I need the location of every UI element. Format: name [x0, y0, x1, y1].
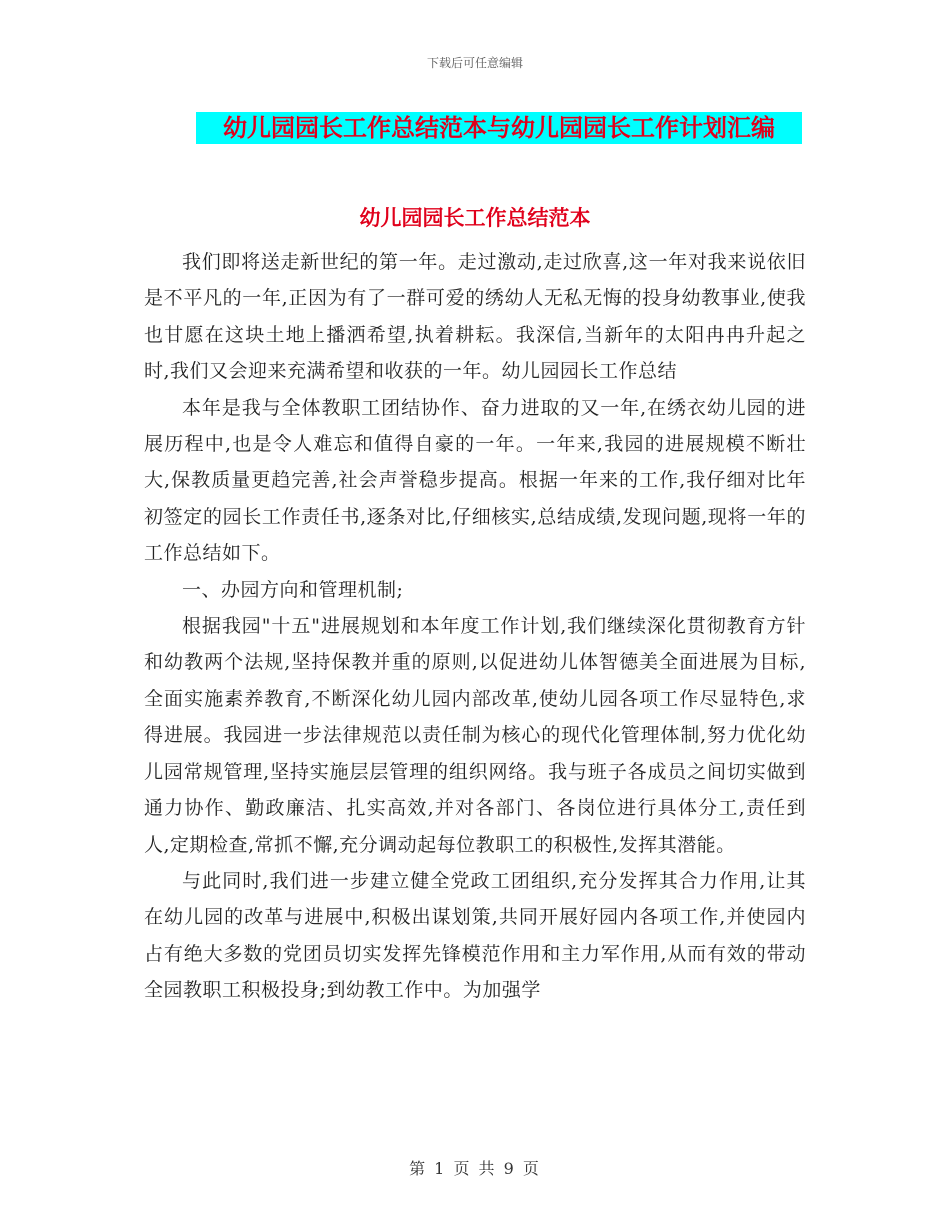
document-body — [144, 244, 806, 1009]
section-title: 幼儿园园长工作总结范本 — [359, 206, 591, 230]
document-title: 幼儿园园长工作总结范本与幼儿园园长工作计划汇编 — [196, 112, 802, 144]
paragraph-3: 一、办园方向和管理机制; — [182, 578, 404, 601]
paragraph-2: 本年是我与全体教职工团结协作、奋力进取的又一年,在绣衣幼儿园的进展历程中,也是令人难忘和值得自豪的一年。一年来,我园的进展规模不断壮大,保教质量更趋完善,社会声誉稳步提高。根据一年来的工作,我仔细对比年初签定的园长工作责任书,逐条对比,仔细核实,总结成绩,发现问题,现将一年的工作总结如下。 — [144, 396, 806, 565]
paragraph-4: 根据我园"十五"进展规划和本年度工作计划,我们继续深化贯彻教育方针和幼教两个法规,坚持保教并重的原则,以促进幼儿体智德美全面进展为目标,全面实施素养教育,不断深化幼儿园内部改革,使幼儿园各项工作尽显特色,求得进展。我园进一步法律规范以责任制为核心的现代化管理体制,努力优化幼儿园常规管理,坚持实施层层管理的组织网络。我与班子各成员之间切实做到通力协作、勤政廉洁、扎实高效,并对各部门、各岗位进行具体分工,责任到人,定期检查,常抓不懈,充分调动起每位教职工的积极性,发挥其潜能。 — [144, 615, 806, 856]
page-footer: 第 1 页 共 9 页 — [409, 1159, 541, 1178]
paragraph-1: 我们即将送走新世纪的第一年。走过激动,走过欣喜,这一年对我来说依旧是不平凡的一年,正因为有了一群可爱的绣幼人无私无悔的投身幼教事业,使我也甘愿在这块土地上播洒希望,执着耕耘。我深信,当新年的太阳冉冉升起之时,我们又会迎来充满希望和收获的一年。幼儿园园长工作总结 — [144, 251, 806, 383]
paragraph-5: 与此同时,我们进一步建立健全党政工团组织,充分发挥其合力作用,让其在幼儿园的改革与进展中,积极出谋划策,共同开展好园内各项工作,并使园内占有绝大多数的党团员切实发挥先锋模范作用和主力军作用,从而有效的带动全园教职工积极投身;到幼教工作中。为加强学 — [144, 869, 806, 1002]
header-note: 下载后可任意编辑 — [426, 56, 523, 70]
